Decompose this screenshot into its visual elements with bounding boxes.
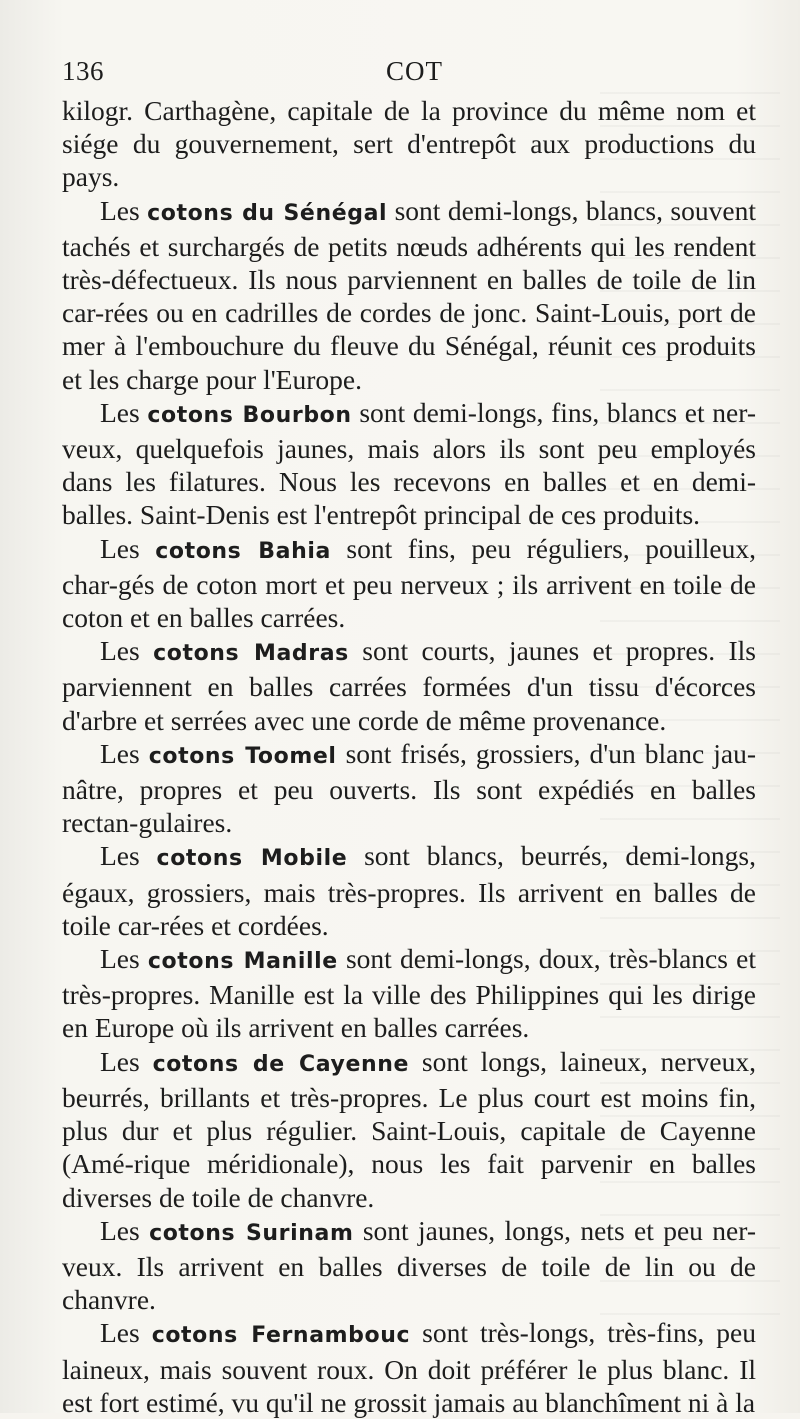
paragraph-lead: Les <box>100 737 149 769</box>
paragraph-bourbon <box>62 396 756 532</box>
cotton-term: cotons du Sénégal <box>147 200 388 226</box>
paragraph-text: sont frisés, grossiers, d'un blanc jau-nâtre, propres et peu ouverts. Ils sont expédiés en balles rectan-gulaires. <box>62 737 757 839</box>
cotton-term: cotons Surinam <box>149 1220 354 1246</box>
paragraph-manille <box>62 942 756 1045</box>
cotton-term: cotons de Cayenne <box>152 1051 410 1077</box>
paragraph-text: sont jaunes, longs, nets et peu ner-veux. Ils arrivent en balles diverses de toile de lin ou de chanvre. <box>62 1214 756 1316</box>
paragraph-text: sont demi-longs, fins, blancs et ner-veux, quelquefois jaunes, mais alors ils sont peu employés dans les filatures. Nous les recevons en balles et en demi-balles. Saint-Denis est l'entrepôt principal de ces produits. <box>62 396 756 531</box>
cotton-term: cotons Madras <box>153 641 349 667</box>
paragraph-text: sont demi-longs, doux, très-blancs et très-propres. Manille est la ville des Philippines qui les dirige en Europe où ils arrivent en balles carrées. <box>62 943 756 1044</box>
cotton-term: cotons Toomel <box>148 743 337 769</box>
paragraph-senegal <box>62 194 756 396</box>
paragraph-lead: Les <box>100 840 157 872</box>
paragraph-lead: Les <box>100 1214 150 1246</box>
paragraph-text: sont demi-longs, blancs, souvent tachés et surchargés de petits nœuds adhérents qui les rendent très-défectueux. Ils nous parviennent en balles de toile de lin car-rées ou en cadrilles de cordes de jonc. Saint-Louis, port de mer à l'embouchure du fleuve du Sénégal, réunit ces produits et les charge pour l'Europe. <box>62 194 756 395</box>
paragraph-text: sont courts, jaunes et propres. Ils parviennent en balles carrées formées d'un tissu d'écorces d'arbre et serrées avec une corde de même provenance. <box>62 635 756 736</box>
paragraph-mobile <box>62 839 756 942</box>
paragraph-text: sont blancs, beurrés, demi-longs, égaux, grossiers, mais très-propres. Ils arrivent en balles de toile car-rées et cordées. <box>62 840 756 941</box>
paragraph-cayenne <box>62 1045 756 1214</box>
page-header <box>62 56 748 90</box>
cotton-term: cotons Bourbon <box>147 402 352 428</box>
cotton-term: cotons Mobile <box>156 846 348 872</box>
page-number: 136 <box>62 56 104 86</box>
paragraph-continuation <box>62 94 756 194</box>
cotton-term: cotons Manille <box>147 949 338 975</box>
paragraph-lead: Les <box>100 1317 152 1349</box>
paragraph-lead: Les <box>100 1045 153 1077</box>
running-title: COT <box>386 56 443 86</box>
paragraph-text: sont fins, peu réguliers, pouilleux, char-gés de coton mort et peu nerveux ; ils arrivent en toile de coton et en balles carrées. <box>62 532 756 634</box>
paragraph-lead: Les <box>100 532 156 564</box>
paragraph-text: kilogr. Carthagène, capitale de la province du même nom et siége du gouvernement, sert d'entrepôt aux productions du pays. <box>62 95 756 193</box>
paragraph-lead: Les <box>100 396 148 428</box>
paragraph-surinam <box>62 1214 756 1317</box>
paragraph-fernambouc <box>62 1316 756 1419</box>
paragraph-lead: Les <box>100 194 148 226</box>
paragraph-lead: Les <box>100 943 148 975</box>
paragraph-toomel <box>62 737 756 840</box>
paragraph-lead: Les <box>100 635 154 667</box>
cotton-term: cotons Bahia <box>155 538 331 564</box>
paragraph-bahia <box>62 532 756 635</box>
paragraph-text: sont très-longs, très-fins, peu laineux, mais souvent roux. On doit préférer le plus blanc. Il est fort estimé, vu qu'il ne grossit jamais au blanchîment ni à la <box>62 1317 756 1418</box>
paragraph-madras <box>62 634 756 737</box>
body-text <box>62 94 756 1419</box>
paragraph-text: sont longs, laineux, nerveux, beurrés, brillants et très-propres. Le plus court est moins fin, plus dur et plus régulier. Saint-Louis, capitale de Cayenne (Amé-rique méridionale), nous les fait parvenir en balles diverses de toile de chanvre. <box>62 1045 756 1213</box>
cotton-term: cotons Fernambouc <box>151 1323 411 1349</box>
